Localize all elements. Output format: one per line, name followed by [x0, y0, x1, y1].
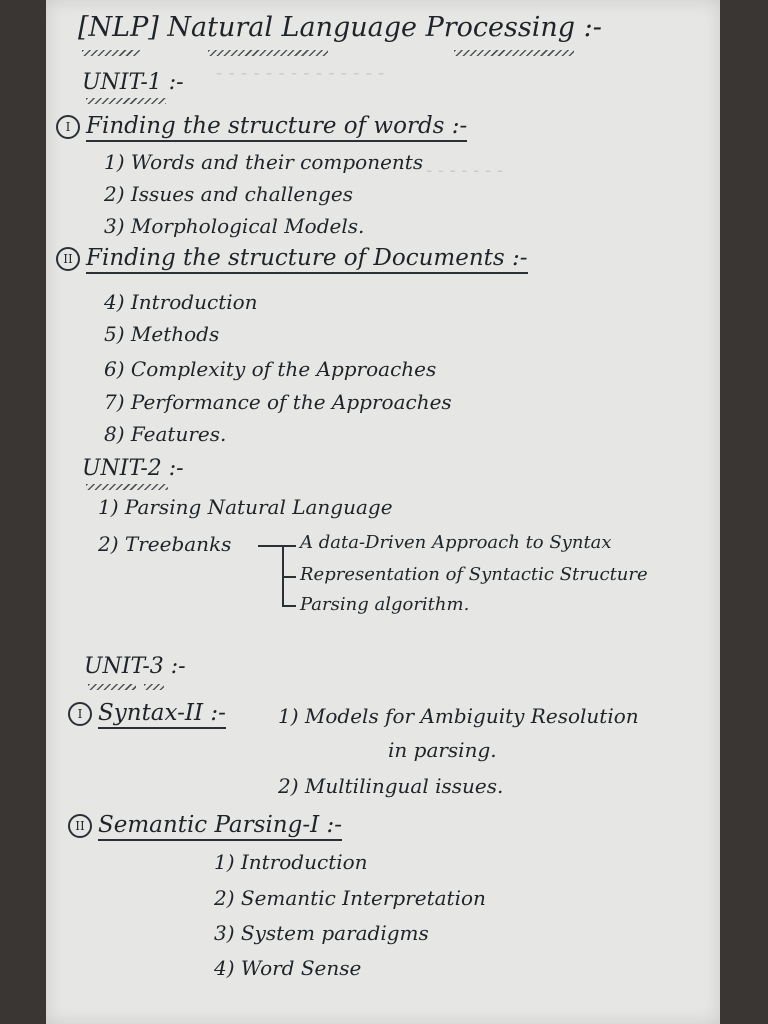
list-item: 6) Complexity of the Approaches	[104, 357, 437, 381]
unit-1-section-2-heading: II Finding the structure of Documents :-	[56, 245, 528, 271]
branch-connector	[282, 545, 284, 605]
unit-1-heading: UNIT-1 :-	[82, 70, 184, 95]
unit-3-section-1-heading: I Syntax-II :-	[68, 700, 226, 726]
list-item: 4) Introduction	[104, 290, 258, 314]
treebank-branch: A data-Driven Approach to Syntax	[300, 532, 612, 553]
page-title: [NLP] Natural Language Processing :-	[78, 12, 602, 43]
list-item: 1) Introduction	[214, 850, 368, 874]
list-item: 5) Methods	[104, 322, 220, 346]
title-squiggle	[82, 50, 140, 56]
unit-3-squiggle	[144, 684, 164, 690]
list-item: 2) Multilingual issues.	[278, 774, 504, 798]
list-item: 4) Word Sense	[214, 956, 362, 980]
roman-numeral-marker: II	[56, 247, 80, 271]
bleed-through-text: - - - - - - - - - - - - - -	[216, 62, 385, 84]
list-item: 7) Performance of the Approaches	[104, 390, 452, 414]
branch-arrow	[282, 576, 296, 578]
unit-3-heading: UNIT-3 :-	[84, 654, 186, 679]
unit-2-heading: UNIT-2 :-	[82, 456, 184, 481]
branch-arrow	[258, 545, 296, 547]
unit-3-section-2-heading: II Semantic Parsing-I :-	[68, 812, 342, 838]
list-item: 2) Semantic Interpretation	[214, 886, 486, 910]
list-item: 1) Parsing Natural Language	[98, 495, 393, 519]
roman-numeral-marker: I	[68, 702, 92, 726]
unit-3-squiggle	[88, 684, 136, 690]
list-item: 1) Words and their components	[104, 150, 424, 174]
title-squiggle	[454, 50, 574, 56]
branch-arrow	[282, 605, 296, 607]
list-item: 3) Morphological Models.	[104, 214, 365, 238]
bleed-through-text: - - - - - - -	[426, 160, 503, 181]
list-item: 1) Models for Ambiguity Resolution	[278, 704, 639, 728]
unit-1-section-1-heading: I Finding the structure of words :-	[56, 113, 467, 139]
roman-numeral-marker: I	[56, 115, 80, 139]
unit-1-squiggle	[86, 98, 166, 104]
list-item: 8) Features.	[104, 422, 227, 446]
list-item-continuation: in parsing.	[388, 738, 497, 762]
treebank-branch: Representation of Syntactic Structure	[300, 564, 648, 585]
list-item: 2) Treebanks	[98, 532, 232, 556]
notebook-page	[46, 0, 720, 1024]
roman-numeral-marker: II	[68, 814, 92, 838]
unit-2-squiggle	[86, 484, 168, 490]
list-item: 2) Issues and challenges	[104, 182, 354, 206]
title-squiggle	[208, 50, 328, 56]
treebank-branch: Parsing algorithm.	[300, 594, 470, 615]
list-item: 3) System paradigms	[214, 921, 429, 945]
